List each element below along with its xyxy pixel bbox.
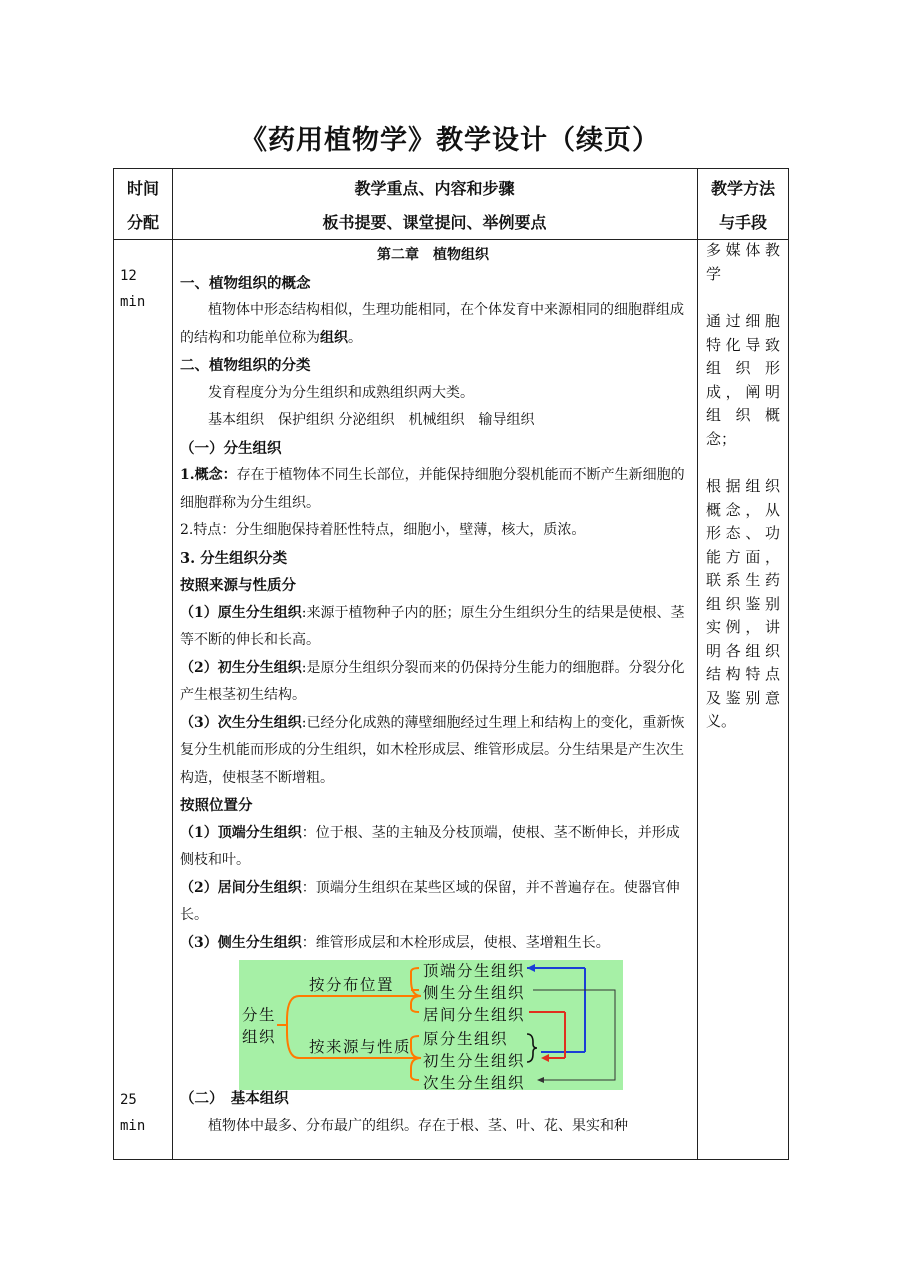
paragraph: （3）次生分生组织:已经分化成熟的薄壁细胞经过生理上和结构上的变化，重新恢复分生机能而形成的分生组织，如木栓形成层、维管形成层。分生结果是产生次生构造，使根茎不断增粗。 [180,714,685,786]
method-3: 根据组织概念，从形态、功能方面，联系生药组织鉴别实例，讲明各组织结构特点及鉴别意义。 [706,477,780,730]
subsection-heading: 按照来源与性质分 [180,577,296,594]
column-divider [697,169,698,1159]
diagram-leaf: 居间分生组织 [423,1006,526,1024]
subsection-heading: 3. 分生组织分类 [180,549,288,567]
subsection-heading: （一）分生组织 [180,439,282,457]
diagram-leaf: 顶端分生组织 [423,962,526,980]
section-heading: 一、植物组织的概念 [180,274,311,292]
diagram-root: 分生 组织 [242,1006,277,1046]
chapter-title: 第二章 植物组织 [377,247,489,263]
method-1: 多媒体教学 [706,241,780,283]
page-title: 《药用植物学》教学设计（续页） [240,125,660,156]
time-slot-2: 25 min [120,1092,146,1134]
diagram-leaf: 初生分生组织 [423,1052,526,1070]
lesson-table [113,168,789,1160]
paragraph: （1）原生分生组织:来源于植物种子内的胚；原生分生组织分生的结果是使根、茎等不断的伸长和长高。 [180,604,685,648]
time-slot-1: 12 min [120,268,146,310]
diagram-branch-position: 按分布位置 [309,976,395,994]
paragraph: 1.概念：存在于植物体不同生长部位，并能保持细胞分裂机能而不断产生新细胞的细胞群称为分生组织。 [180,467,685,511]
column-divider [172,169,173,1159]
header-method: 教学方法 与手段 [710,179,775,232]
section-heading: 二、植物组织的分类 [180,357,311,374]
diagram-leaf: 侧生分生组织 [423,984,526,1002]
paragraph: 发育程度分为分生组织和成熟组织两大类。 [208,384,474,401]
header-time: 时间 分配 [126,179,159,232]
lesson-content [180,242,686,1096]
method-2: 通过细胞特化导致组织形成，阐明组织概念； [706,312,780,448]
paragraph: 基本组织 保护组织 分泌组织 机械组织 输导组织 [208,412,535,428]
lesson-content-continued [180,1085,686,1140]
paragraph: （3）侧生分生组织：维管形成层和木栓形成层，使根、茎增粗生长。 [180,934,610,951]
subsection-heading: （二） 基本组织 [180,1090,289,1107]
diagram-leaf: 次生分生组织 [423,1074,526,1092]
paragraph: 植物体中最多、分布最广的组织。存在于根、茎、叶、花、果实和种 [208,1117,628,1134]
paragraph: 2.特点：分生细胞保持着胚性特点，细胞小，壁薄，核大，质浓。 [180,522,586,538]
paragraph: （1）顶端分生组织：位于根、茎的主轴及分枝顶端，使根、茎不断伸长，并形成侧枝和叶。 [180,824,680,868]
meristem-classification-diagram [239,960,623,1090]
paragraph: （2）初生分生组织:是原分生组织分裂而来的仍保持分生能力的细胞群。分裂分化产生根茎初生结构。 [180,659,685,703]
header-content: 教学重点、内容和步骤 板书提要、课堂提问、举例要点 [322,179,547,232]
diagram-branch-origin: 按来源与性质 [309,1038,412,1056]
paragraph: 植物体中形态结构相似，生理功能相同，在个体发育中来源相同的细胞群组成的结构和功能单位称为组织。 [180,302,684,346]
subsection-heading: 按照位置分 [180,797,253,814]
paragraph: （2）居间分生组织：顶端分生组织在某些区域的保留，并不普遍存在。使器官伸长。 [180,879,680,923]
diagram-leaf: 原分生组织 [423,1030,509,1048]
